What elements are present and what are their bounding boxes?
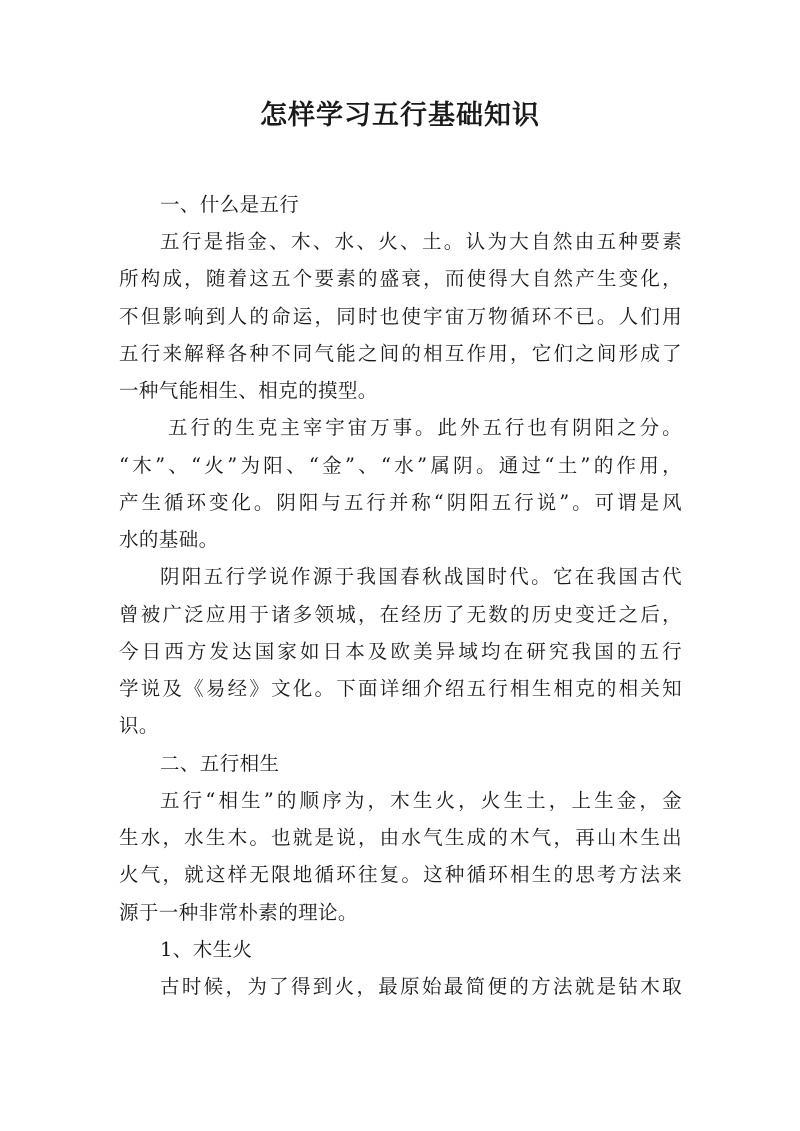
paragraph-line: 曾被广泛应用于诸多领城，在经历了无数的历史变迁之后， <box>119 603 682 626</box>
paragraph-line: 所构成，随着这五个要素的盛衰，而使得大自然产生变化， <box>119 267 682 290</box>
paragraph-line: 水的基础。 <box>119 528 219 551</box>
paragraph-line: 产生循环变化。阴阳与五行并称“阴阳五行说”。可谓是风 <box>119 491 682 514</box>
section-heading: 一、什么是五行 <box>160 193 300 216</box>
paragraph-line: “木”、“火”为阳、“金”、“水”属阴。通过“土”的作用， <box>119 454 682 477</box>
paragraph-line: 古时候，为了得到火，最原始最简便的方法就是钻木取 <box>160 975 682 998</box>
paragraph-line: 五行来解释各种不同气能之间的相互作用，它们之间形成了 <box>119 342 682 365</box>
document-title: 怎样学习五行基础知识 <box>260 100 540 131</box>
paragraph-line: 不但影响到人的命运，同时也使宇宙万物循环不已。人们用 <box>119 305 682 328</box>
paragraph-line: 学说及《易经》文化。下面详细介绍五行相生相克的相关知 <box>119 677 682 700</box>
paragraph-line: 今日西方发达国家如日本及欧美异域均在研究我国的五行 <box>119 640 682 663</box>
subsection-heading: 1、木生火 <box>160 938 253 961</box>
paragraph-line: 识。 <box>119 714 159 737</box>
paragraph-line: 阴阳五行学说作源于我国春秋战国时代。它在我国古代 <box>160 565 682 588</box>
section-heading: 二、五行相生 <box>160 752 280 775</box>
paragraph-line: 五行的生克主宰宇宙万事。此外五行也有阴阳之分。 <box>168 416 682 439</box>
paragraph-line: 五行“相生”的顺序为，木生火，火生土，上生金，金 <box>160 789 682 812</box>
paragraph-line: 生水，水生木。也就是说，由水气生成的木气，再山木生出 <box>119 826 682 849</box>
paragraph-line: 火气，就这样无限地循环往复。这种循环相生的思考方法来 <box>119 863 682 886</box>
paragraph-line: 源于一种非常朴素的理论。 <box>119 901 358 924</box>
paragraph-line: 五行是指金、木、水、火、土。认为大自然由五种要素 <box>160 230 682 253</box>
paragraph-line: 一种气能相生、相克的摸型。 <box>119 379 378 402</box>
